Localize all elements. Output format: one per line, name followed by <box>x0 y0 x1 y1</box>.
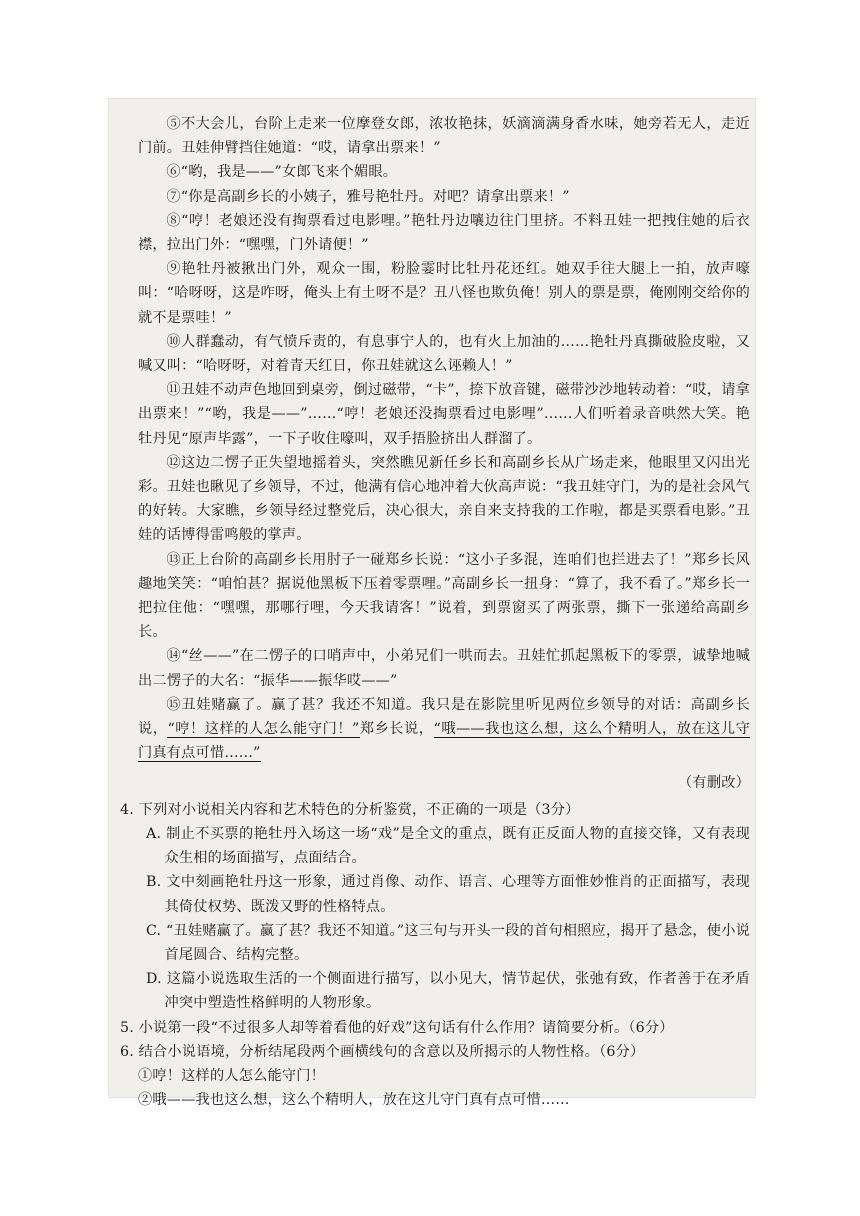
question-6-item-2: ②哦——我也这么想，这么个精明人，放在这儿守门真有点可惜…… <box>138 1092 570 1109</box>
question-4-option-c: C. “丑娃赌赢了。赢了甚？我还不知道。”这三句与开头一段的首句相照应，揭开了悬念，使小说首尾圆合、结构完整。 <box>146 922 750 963</box>
paragraph-12: ⑫这边二愣子正失望地摇着头，突然瞧见新任乡长和高副乡长从广场走来，他眼里又闪出光彩。丑娃也瞅见了乡领导，不过，他满有信心地冲着大伙高声说：“我丑娃守门，为的是社会风气的好转。大家瞧，乡领导经过整党后，决心很大，亲自来支持我的工作啦，都是买票看电影。”丑娃的话博得雷鸣般的掌声。 <box>138 454 750 544</box>
paragraph-15-mid: 郑乡长说， <box>359 721 434 738</box>
question-4-option-d: D. 这篇小说选取生活的一个侧面进行描写，以小见大，情节起伏，张弛有致，作者善于在矛盾冲突中塑造性格鲜明的人物形象。 <box>146 971 750 1012</box>
paragraph-10: ⑩人群蠢动，有气愤斥责的，有息事宁人的，也有火上加油的……艳牡丹真撕破脸皮啦，又喊又叫：“哈呀呀，对着青天红日，你丑娃就这么诬赖人！” <box>138 333 750 375</box>
paragraph-11: ⑪丑娃不动声色地回到桌旁，倒过磁带，“卡”，捺下放音键，磁带沙沙地转动着：“哎，请拿出票来！”“哟，我是——”……“哼！老娘还没掏票看过电影哩”……人们听着录音哄然大笑。艳牡丹见“原声毕露”，一下子收住嚎叫，双手捂脸挤出人群溜了。 <box>138 382 750 447</box>
underlined-sentence-1: “哼！这样的人怎么能守门！” <box>167 721 360 738</box>
paragraph-14: ⑭“丝——”在二愣子的口哨声中，小弟兄们一哄而去。丑娃忙抓起黑板下的零票，诚挚地喊出二愣子的大名：“振华——振华哎——” <box>138 648 750 689</box>
question-6: 6. 结合小说语境，分析结尾段两个画横线句的含意以及所揭示的人物性格。（6分） <box>120 1043 645 1060</box>
paragraph-8: ⑧“哼！老娘还没有掏票看过电影哩。”艳牡丹边嚷边往门里挤。不料丑娃一把拽住她的后衣襟，拉出门外：“嘿嘿，门外请便！” <box>138 212 750 254</box>
question-4-option-b: B. 文中刻画艳牡丹这一形象，通过肖像、动作、语言、心理等方面惟妙惟肖的正面描写，表现其倚仗权势、既泼又野的性格特点。 <box>146 874 750 915</box>
paragraph-6: ⑥“哟，我是——”女郎飞来个媚眼。 <box>166 164 398 181</box>
paragraph-9: ⑨艳牡丹被揪出门外，观众一围，粉脸霎时比牡丹花还红。她双手往大腿上一拍，放声嚎叫：“哈呀呀，这是咋呀，俺头上有土呀不是？丑八怪也欺负俺！别人的票是票，俺刚刚交给你的就不是票哇！” <box>138 261 750 326</box>
question-6-item-1: ①哼！这样的人怎么能守门！ <box>138 1067 326 1084</box>
paragraph-7: ⑦“你是高副乡长的小姨子，雅号艳牡丹。对吧？请拿出票来！” <box>166 188 570 205</box>
underlined-sentence-2: “哦——我也这么想，这么个精明人，放在这儿守门真有点可惜……” <box>138 721 750 762</box>
paragraph-15-lead: ⑮丑娃赌赢了。赢了甚？我还不知道。我只是在影院里听见两位乡领导的对话：高副乡长说， <box>138 696 750 738</box>
source-note: （有删改） <box>678 775 750 792</box>
question-5: 5. 小说第一段“不过很多人却等着看他的好戏”这句话有什么作用？请简要分析。（6分） <box>120 1019 674 1036</box>
question-4-option-a: A. 制止不买票的艳牡丹入场这一场“戏”是全文的重点，既有正反面人物的直接交锋，又有表现众生相的场面描写，点面结合。 <box>146 825 750 867</box>
question-4: 4. 下列对小说相关内容和艺术特色的分析鉴赏，不正确的一项是（3分） <box>120 801 580 818</box>
paragraph-15 <box>138 693 750 766</box>
paragraph-13: ⑬正上台阶的高副乡长用肘子一碰郑乡长说：“这小子多混，连咱们也拦进去了！”郑乡长风趣地笑笑：“咱怕甚？据说他黑板下压着零票哩。”高副乡长一扭身：“算了，我不看了。”郑乡长一把拉住他：“嘿嘿，那哪行哩，今天我请客！”说着，到票窗买了两张票，撕下一张递给高副乡长。 <box>138 551 750 641</box>
paragraph-5: ⑤不大会儿，台阶上走来一位摩登女郎，浓妆艳抹，妖滴滴满身香水味，她旁若无人，走近门前。丑娃伸臂挡住她道：“哎，请拿出票来！” <box>138 116 750 157</box>
document-body <box>120 112 750 1112</box>
